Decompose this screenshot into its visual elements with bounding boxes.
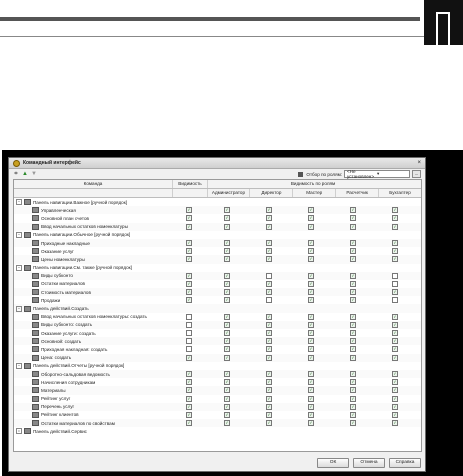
command-icon	[32, 387, 39, 393]
table-row[interactable]	[14, 329, 421, 337]
command-icon	[32, 346, 39, 352]
command-label: Основной: создать	[41, 338, 82, 344]
command-cell	[14, 306, 172, 312]
role-visibility-checkbox[interactable]: ✓	[393, 338, 397, 344]
role-visibility-checkbox[interactable]: ✓	[309, 289, 313, 295]
command-label: Стоимость материалов	[41, 289, 91, 295]
command-label: Основной план счетов	[41, 215, 89, 221]
cancel-button[interactable]: Отмена	[353, 458, 385, 468]
role-visibility-checkbox[interactable]: ✓	[393, 240, 397, 246]
command-cell	[14, 363, 172, 369]
ok-button[interactable]: ОК	[317, 458, 349, 468]
filter-icon	[298, 172, 303, 177]
command-label: Виды субконто	[41, 273, 73, 279]
role-visibility-checkbox[interactable]: ✓	[351, 338, 355, 344]
role-visibility-checkbox[interactable]: ✓	[267, 395, 271, 401]
command-label: Материалы	[41, 387, 66, 393]
group-row[interactable]	[14, 264, 421, 272]
command-cell	[14, 289, 172, 295]
role-visibility-checkbox[interactable]: ✓	[309, 403, 313, 409]
command-label: Приходные накладные	[41, 240, 90, 246]
table-row[interactable]	[14, 280, 421, 288]
command-cell	[14, 199, 172, 205]
role-visibility-checkbox[interactable]: ✓	[351, 346, 355, 352]
table-row[interactable]	[14, 214, 421, 222]
role-visibility-checkbox[interactable]: ✓	[267, 248, 271, 254]
group-row[interactable]	[14, 362, 421, 370]
command-cell	[14, 281, 172, 287]
visibility-checkbox[interactable]: ✓	[187, 272, 191, 278]
role-visibility-checkbox[interactable]: ✓	[351, 371, 355, 377]
table-row[interactable]	[14, 386, 421, 394]
command-cell	[14, 240, 172, 246]
panel-icon	[24, 306, 31, 312]
table-body	[14, 198, 421, 435]
role-visibility-checkbox[interactable]: ✓	[393, 354, 397, 360]
role-visibility-checkbox[interactable]: ✓	[225, 354, 229, 360]
command-icon	[32, 248, 39, 254]
role-visibility-checkbox[interactable]: ✓	[393, 403, 397, 409]
role-visibility-checkbox[interactable]: ✓	[309, 379, 313, 385]
role-visibility-checkbox[interactable]: ✓	[351, 321, 355, 327]
table-row[interactable]	[14, 411, 421, 419]
role-visibility-checkbox[interactable]: ✓	[309, 240, 313, 246]
role-visibility-checkbox[interactable]	[266, 297, 272, 303]
role-visibility-checkbox[interactable]: ✓	[225, 248, 229, 254]
role-visibility-checkbox[interactable]: ✓	[267, 420, 271, 426]
visibility-checkbox[interactable]: ✓	[187, 379, 191, 385]
command-cell	[14, 428, 172, 434]
visibility-checkbox[interactable]: ✓	[187, 289, 191, 295]
role-visibility-checkbox[interactable]: ✓	[267, 411, 271, 417]
app-icon	[13, 160, 20, 167]
command-label: Панель действий.Создать	[33, 306, 89, 312]
role-visibility-checkbox[interactable]: ✓	[267, 403, 271, 409]
role-visibility-checkbox[interactable]: ✓	[225, 223, 229, 229]
role-visibility-checkbox[interactable]: ✓	[393, 289, 397, 295]
table-row[interactable]	[14, 288, 421, 296]
role-visibility-checkbox[interactable]: ✓	[309, 411, 313, 417]
role-visibility-checkbox[interactable]: ✓	[351, 354, 355, 360]
role-visibility-checkbox[interactable]: ✓	[225, 272, 229, 278]
visibility-checkbox[interactable]	[186, 346, 192, 352]
chevron-down-icon[interactable]: ▾	[377, 171, 380, 176]
role-visibility-checkbox[interactable]: ✓	[393, 371, 397, 377]
col-role-bookkeeper[interactable]: Бухгалтер	[389, 190, 411, 195]
command-label: Виды субконто: создать	[41, 322, 92, 328]
role-visibility-checkbox[interactable]: ✓	[225, 297, 229, 303]
command-icon	[32, 215, 39, 221]
role-visibility-checkbox[interactable]: ✓	[309, 223, 313, 229]
table-row[interactable]	[14, 247, 421, 255]
role-visibility-checkbox[interactable]: ✓	[393, 420, 397, 426]
visibility-checkbox[interactable]	[186, 314, 192, 320]
role-visibility-checkbox[interactable]: ✓	[225, 313, 229, 319]
command-icon	[32, 273, 39, 279]
command-icon	[32, 338, 39, 344]
command-cell	[14, 322, 172, 328]
role-visibility-checkbox[interactable]: ✓	[225, 280, 229, 286]
command-cell	[14, 371, 172, 377]
role-visibility-checkbox[interactable]: ✓	[351, 289, 355, 295]
role-visibility-checkbox[interactable]: ✓	[225, 215, 229, 221]
role-visibility-checkbox[interactable]: ✓	[351, 411, 355, 417]
toolbar	[9, 169, 425, 179]
command-cell	[14, 420, 172, 426]
filter-label: Отбор по ролям:	[306, 171, 342, 177]
visibility-checkbox[interactable]: ✓	[187, 280, 191, 286]
role-visibility-checkbox[interactable]: ✓	[393, 387, 397, 393]
command-icon	[32, 420, 39, 426]
role-visibility-checkbox[interactable]: ✓	[309, 371, 313, 377]
role-visibility-checkbox[interactable]: ✓	[309, 297, 313, 303]
role-visibility-checkbox[interactable]: ✓	[267, 223, 271, 229]
group-row[interactable]	[14, 304, 421, 312]
command-icon	[32, 396, 39, 402]
role-visibility-checkbox[interactable]: ✓	[225, 321, 229, 327]
role-visibility-checkbox[interactable]: ✓	[225, 240, 229, 246]
visibility-checkbox[interactable]: ✓	[187, 403, 191, 409]
role-visibility-checkbox[interactable]: ✓	[309, 256, 313, 262]
role-visibility-checkbox[interactable]: ✓	[267, 346, 271, 352]
visibility-checkbox[interactable]: ✓	[187, 215, 191, 221]
table-row[interactable]	[14, 313, 421, 321]
role-visibility-checkbox[interactable]: ✓	[309, 215, 313, 221]
command-cell	[14, 265, 172, 271]
role-visibility-checkbox[interactable]: ✓	[267, 240, 271, 246]
table-row[interactable]	[14, 239, 421, 247]
role-visibility-checkbox[interactable]: ✓	[225, 256, 229, 262]
command-cell	[14, 387, 172, 393]
role-visibility-checkbox[interactable]: ✓	[225, 338, 229, 344]
command-icon	[32, 289, 39, 295]
role-visibility-checkbox[interactable]: ✓	[267, 207, 271, 213]
expand-toggle-icon[interactable]: −	[17, 199, 21, 205]
role-visibility-checkbox[interactable]: ✓	[351, 420, 355, 426]
command-cell	[14, 207, 172, 213]
visibility-checkbox[interactable]: ✓	[187, 297, 191, 303]
command-icon	[32, 207, 39, 213]
expand-toggle-icon[interactable]: −	[17, 362, 21, 368]
role-visibility-checkbox[interactable]: ✓	[267, 313, 271, 319]
command-cell	[14, 215, 172, 221]
role-visibility-checkbox[interactable]: ✓	[309, 387, 313, 393]
command-label: Рейтинг клиентов	[41, 412, 79, 418]
role-visibility-checkbox[interactable]: ✓	[351, 240, 355, 246]
command-cell	[14, 248, 172, 254]
visibility-checkbox[interactable]: ✓	[187, 371, 191, 377]
command-cell	[14, 379, 172, 385]
role-visibility-checkbox[interactable]: ✓	[267, 215, 271, 221]
role-visibility-checkbox[interactable]: ✓	[393, 207, 397, 213]
role-visibility-checkbox[interactable]: ✓	[393, 256, 397, 262]
visibility-checkbox[interactable]	[186, 322, 192, 328]
command-cell	[14, 404, 172, 410]
role-visibility-checkbox[interactable]: ✓	[309, 420, 313, 426]
table-row[interactable]	[14, 395, 421, 403]
role-visibility-checkbox[interactable]	[392, 297, 398, 303]
role-visibility-checkbox[interactable]: ✓	[393, 223, 397, 229]
role-visibility-checkbox[interactable]: ✓	[351, 313, 355, 319]
close-icon[interactable]: ×	[417, 160, 421, 166]
command-cell	[14, 338, 172, 344]
role-visibility-checkbox[interactable]: ✓	[267, 321, 271, 327]
role-visibility-checkbox[interactable]: ✓	[309, 338, 313, 344]
command-cell	[14, 224, 172, 230]
group-row[interactable]	[14, 427, 421, 435]
command-label: Оказание услуги: создать	[41, 330, 96, 336]
expand-toggle-icon[interactable]: −	[17, 231, 21, 237]
command-label: Цены номенклатуры	[41, 256, 85, 262]
footer	[9, 458, 425, 468]
command-cell	[14, 232, 172, 238]
col-command[interactable]: Команда	[14, 180, 173, 188]
role-visibility-checkbox[interactable]: ✓	[309, 248, 313, 254]
role-visibility-checkbox[interactable]: ✓	[267, 330, 271, 336]
commands-table	[13, 179, 422, 452]
command-icon	[32, 379, 39, 385]
command-icon	[32, 355, 39, 361]
table-row[interactable]	[14, 206, 421, 214]
command-icon	[32, 297, 39, 303]
command-label: Остатки материалов по свойствам	[41, 420, 115, 426]
role-visibility-checkbox[interactable]	[392, 273, 398, 279]
command-cell	[14, 346, 172, 352]
command-icon	[32, 404, 39, 410]
command-label: Приходная накладная: создать	[41, 346, 108, 352]
command-cell	[14, 256, 172, 262]
role-visibility-checkbox[interactable]: ✓	[225, 289, 229, 295]
command-label: Остатки материалов	[41, 281, 85, 287]
title-bar	[9, 158, 425, 169]
command-icon	[32, 314, 39, 320]
role-visibility-checkbox[interactable]: ✓	[393, 330, 397, 336]
role-visibility-checkbox[interactable]: ✓	[267, 280, 271, 286]
role-visibility-checkbox[interactable]: ✓	[225, 207, 229, 213]
table-row[interactable]	[14, 223, 421, 231]
role-visibility-checkbox[interactable]: ✓	[351, 379, 355, 385]
role-visibility-checkbox[interactable]: ✓	[267, 256, 271, 262]
panel-icon	[24, 363, 31, 369]
role-visibility-checkbox[interactable]: ✓	[267, 338, 271, 344]
panel-icon	[24, 199, 31, 205]
table-row[interactable]	[14, 337, 421, 345]
command-label: Панель навигации.Обычное [ручной порядок]	[33, 232, 131, 238]
role-visibility-checkbox[interactable]: ✓	[225, 411, 229, 417]
role-visibility-checkbox[interactable]: ✓	[309, 272, 313, 278]
table-row[interactable]	[14, 354, 421, 362]
role-filter-select[interactable]	[344, 170, 410, 178]
table-row[interactable]	[14, 255, 421, 263]
role-visibility-checkbox[interactable]: ✓	[393, 248, 397, 254]
role-visibility-checkbox[interactable]: ✓	[267, 379, 271, 385]
command-icon	[32, 240, 39, 246]
role-visibility-checkbox[interactable]: ✓	[351, 403, 355, 409]
role-visibility-checkbox[interactable]: ✓	[393, 395, 397, 401]
expand-toggle-icon[interactable]: −	[17, 264, 21, 270]
col-role-director[interactable]: Директор	[250, 189, 293, 197]
panel-icon	[24, 232, 31, 238]
table-row[interactable]	[14, 378, 421, 386]
role-visibility-checkbox[interactable]: ✓	[393, 411, 397, 417]
table-row[interactable]	[14, 370, 421, 378]
screenshot-frame	[2, 150, 463, 476]
role-filter-value: <Не установлен>	[347, 169, 375, 179]
command-cell	[14, 396, 172, 402]
command-label: Перечень услуг	[41, 404, 75, 410]
role-visibility-checkbox[interactable]: ✓	[309, 395, 313, 401]
command-label: Ввод начальных остатков номенклатуры: создать	[41, 314, 147, 320]
command-label: Оборотно-сальдовая ведомость	[41, 371, 110, 377]
command-icon	[32, 322, 39, 328]
role-visibility-checkbox[interactable]: ✓	[351, 215, 355, 221]
role-visibility-checkbox[interactable]: ✓	[225, 330, 229, 336]
role-visibility-checkbox[interactable]: ✓	[309, 313, 313, 319]
visibility-checkbox[interactable]: ✓	[187, 256, 191, 262]
panel-icon	[24, 428, 31, 434]
visibility-checkbox[interactable]: ✓	[187, 248, 191, 254]
visibility-checkbox[interactable]: ✓	[187, 354, 191, 360]
role-visibility-checkbox[interactable]: ✓	[393, 215, 397, 221]
role-visibility-checkbox[interactable]	[392, 281, 398, 287]
table-row[interactable]	[14, 272, 421, 280]
command-label: Начисления сотрудникам	[41, 379, 96, 385]
filter-select-button[interactable]: ...	[412, 170, 421, 178]
role-visibility-checkbox[interactable]: ✓	[351, 248, 355, 254]
book-header-bar	[0, 17, 420, 21]
visibility-checkbox[interactable]: ✓	[187, 387, 191, 393]
command-label: Ввод начальных остатков номенклатуры	[41, 224, 128, 230]
command-cell	[14, 355, 172, 361]
role-visibility-checkbox[interactable]: ✓	[351, 297, 355, 303]
command-label: Панель навигации.Важное [ручной порядок]	[33, 199, 127, 205]
role-visibility-checkbox[interactable]: ✓	[309, 346, 313, 352]
col-role-visibility: Видимость по ролям	[290, 181, 336, 186]
command-label: Панель действий.Сервис	[33, 428, 87, 434]
command-icon	[32, 371, 39, 377]
command-label: Цена: создать	[41, 355, 72, 361]
command-label: Рейтинг услуг	[41, 396, 71, 402]
command-label: Панель навигации.См. также [ручной порядок]	[33, 265, 132, 271]
role-visibility-checkbox[interactable]: ✓	[393, 321, 397, 327]
role-visibility-checkbox[interactable]: ✓	[225, 379, 229, 385]
role-visibility-checkbox[interactable]: ✓	[267, 371, 271, 377]
command-cell	[14, 273, 172, 279]
visibility-checkbox[interactable]: ✓	[187, 207, 191, 213]
move-down-icon[interactable]: ▼	[31, 171, 37, 177]
visibility-checkbox[interactable]	[186, 330, 192, 336]
command-label: Продажи	[41, 297, 61, 303]
command-icon	[32, 256, 39, 262]
role-visibility-checkbox[interactable]	[266, 273, 272, 279]
role-visibility-checkbox[interactable]: ✓	[225, 420, 229, 426]
command-icon	[32, 412, 39, 418]
col-visibility[interactable]: Видимость	[173, 180, 208, 188]
role-visibility-checkbox[interactable]: ✓	[267, 289, 271, 295]
book-chapter-tab	[424, 0, 463, 45]
role-visibility-checkbox[interactable]: ✓	[351, 330, 355, 336]
group-row[interactable]	[14, 198, 421, 206]
command-cell	[14, 314, 172, 320]
role-visibility-checkbox[interactable]: ✓	[393, 346, 397, 352]
visibility-checkbox[interactable]: ✓	[187, 411, 191, 417]
role-visibility-checkbox[interactable]: ✓	[309, 330, 313, 336]
expand-toggle-icon[interactable]: −	[17, 305, 21, 311]
tree-icon[interactable]: ⌗	[14, 171, 18, 177]
role-visibility-checkbox[interactable]: ✓	[309, 354, 313, 360]
role-visibility-checkbox[interactable]: ✓	[393, 379, 397, 385]
role-visibility-checkbox[interactable]: ✓	[351, 395, 355, 401]
role-visibility-checkbox[interactable]: ✓	[225, 403, 229, 409]
visibility-checkbox[interactable]: ✓	[187, 223, 191, 229]
role-visibility-checkbox[interactable]: ✓	[225, 395, 229, 401]
role-visibility-checkbox[interactable]: ✓	[225, 346, 229, 352]
visibility-checkbox[interactable]	[186, 338, 192, 344]
command-label: Оказание услуг	[41, 248, 74, 254]
col-role-master[interactable]: Мастер	[293, 189, 336, 197]
col-role-admin[interactable]: Администратор	[208, 189, 251, 197]
table-row[interactable]	[14, 296, 421, 304]
visibility-checkbox[interactable]: ✓	[187, 395, 191, 401]
command-icon	[32, 330, 39, 336]
command-label: Управленческая	[41, 207, 76, 213]
role-visibility-checkbox[interactable]: ✓	[309, 207, 313, 213]
command-cell	[14, 412, 172, 418]
command-cell	[14, 297, 172, 303]
command-label: Панель действий.Отчеты [ручной порядок]	[33, 363, 125, 369]
header-rule	[0, 36, 424, 37]
visibility-checkbox[interactable]: ✓	[187, 240, 191, 246]
table-header-row2	[14, 189, 421, 198]
command-cell	[14, 330, 172, 336]
table-row[interactable]	[14, 345, 421, 353]
panel-icon	[24, 265, 31, 271]
role-visibility-checkbox[interactable]: ✓	[351, 207, 355, 213]
role-visibility-checkbox[interactable]: ✓	[225, 371, 229, 377]
table-header-row1	[14, 180, 421, 189]
visibility-checkbox[interactable]: ✓	[187, 420, 191, 426]
role-visibility-checkbox[interactable]: ✓	[267, 387, 271, 393]
role-visibility-checkbox[interactable]: ✓	[351, 256, 355, 262]
table-row[interactable]	[14, 321, 421, 329]
command-icon	[32, 224, 39, 230]
role-visibility-checkbox[interactable]: ✓	[351, 223, 355, 229]
role-visibility-checkbox[interactable]: ✓	[351, 387, 355, 393]
group-row[interactable]	[14, 231, 421, 239]
role-visibility-checkbox[interactable]: ✓	[351, 280, 355, 286]
role-visibility-checkbox[interactable]: ✓	[309, 280, 313, 286]
command-interface-window	[8, 157, 426, 472]
table-row[interactable]	[14, 419, 421, 427]
role-visibility-checkbox[interactable]: ✓	[351, 272, 355, 278]
command-icon	[32, 281, 39, 287]
role-visibility-checkbox[interactable]: ✓	[309, 321, 313, 327]
expand-toggle-icon[interactable]: •	[16, 428, 22, 434]
role-visibility-checkbox[interactable]: ✓	[267, 354, 271, 360]
role-visibility-checkbox[interactable]: ✓	[393, 313, 397, 319]
move-up-icon[interactable]: ▲	[22, 171, 28, 177]
role-visibility-checkbox[interactable]: ✓	[225, 387, 229, 393]
table-row[interactable]	[14, 403, 421, 411]
window-title: Командный интерфейс	[23, 160, 81, 166]
col-role-accountant-calc[interactable]: Расчетчик	[336, 189, 379, 197]
help-button[interactable]: Справка	[389, 458, 421, 468]
